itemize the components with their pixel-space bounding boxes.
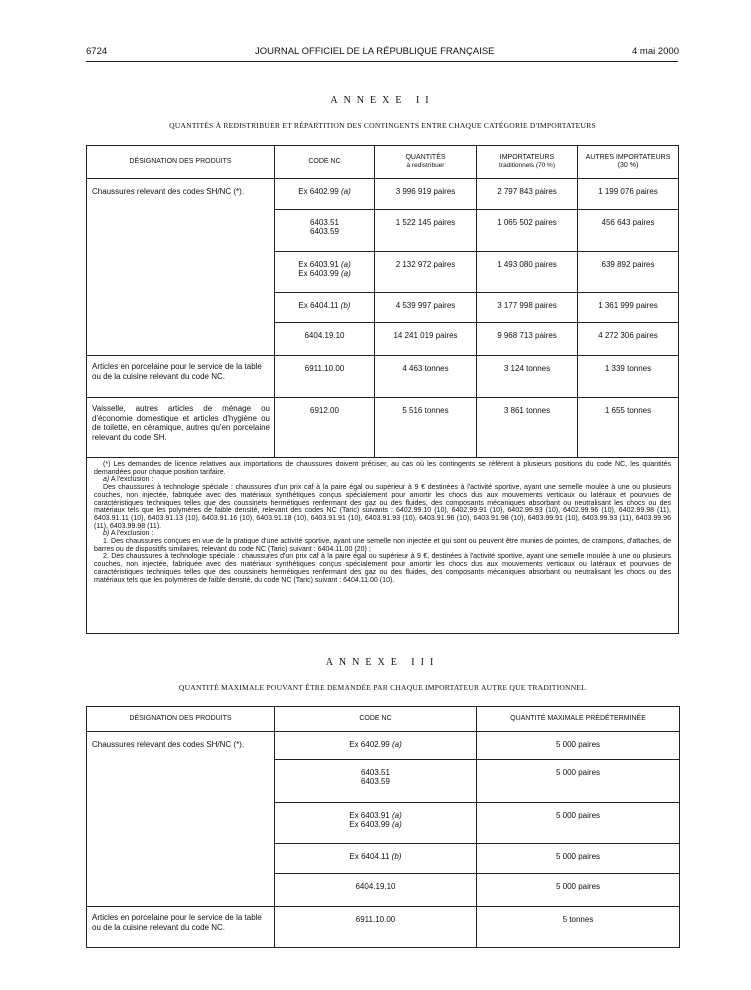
- product-designation: Articles en porcelaine pour le service de la table ou de la cuisine relevant du code NC.: [87, 907, 275, 948]
- col-header-designation: DÉSIGNATION DES PRODUITS: [87, 146, 275, 179]
- code-cell: Ex 6402.99 (a): [275, 179, 375, 210]
- note-star: (*) Les demandes de licence relatives aux importations de chaussures doivent préciser, au cas où les contingents se réfèrent à plusieurs positions du code NC, les quantités demandées pour chaque position tarifaire.: [94, 461, 671, 476]
- trad-cell: 3 124 tonnes: [477, 356, 578, 398]
- table-row: [87, 356, 679, 398]
- trad-cell: 1 065 502 paires: [477, 210, 578, 252]
- col-header-quantites: QUANTITÉS à redistribuer: [375, 146, 477, 179]
- table-row: [87, 398, 679, 458]
- qty-cell: 5 tonnes: [477, 907, 680, 948]
- qty-cell: 4 539 997 paires: [375, 293, 477, 323]
- qty-cell: 1 522 145 paires: [375, 210, 477, 252]
- code-cell: Ex 6403.91 (a) Ex 6403.99 (a): [275, 803, 477, 844]
- qty-cell: 5 000 paires: [477, 844, 680, 874]
- autres-cell: 1 655 tonnes: [578, 398, 679, 458]
- col-header-code: CODE NC: [275, 146, 375, 179]
- code-cell: Ex 6402.99 (a): [275, 732, 477, 760]
- table-row: [87, 732, 680, 760]
- product-designation: Vaisselle, autres articles de ménage ou d'économie domestique et articles d'hygiène ou de toilette, en céramique, autres qu'en porcelaine relevant du code SH.: [87, 398, 275, 458]
- qty-cell: 2 132 972 paires: [375, 252, 477, 293]
- product-designation: Chaussures relevant des codes SH/NC (*).: [87, 732, 275, 907]
- col-header-qty: QUANTITÉ MAXIMALE PRÉDÉTERMINÉE: [477, 707, 680, 732]
- table-row: [87, 179, 679, 210]
- annex-ii-label: ANNEXE II: [330, 95, 435, 106]
- qty-cell: 5 000 paires: [477, 732, 680, 760]
- col-header-autres: AUTRES IMPORTATEURS (30 %): [578, 146, 679, 179]
- annex-iii-title: QUANTITÉ MAXIMALE POUVANT ÊTRE DEMANDÉE PAR CHAQUE IMPORTATEUR AUTRE QUE TRADITIONNEL: [178, 683, 587, 692]
- qty-cell: 5 000 paires: [477, 760, 680, 803]
- qty-cell: 4 463 tonnes: [375, 356, 477, 398]
- code-cell: 6911.10.00: [275, 907, 477, 948]
- table-row: [87, 907, 680, 948]
- annex-ii-notes: [86, 456, 679, 634]
- col-header-traditionnels: IMPORTATEURS traditionnels (70 %): [477, 146, 578, 179]
- note-b-heading: b) A l'exclusion :: [103, 530, 154, 538]
- trad-cell: 2 797 843 paires: [477, 179, 578, 210]
- code-cell: 6912.00: [275, 398, 375, 458]
- trad-cell: 3 861 tonnes: [477, 398, 578, 458]
- table-header-row: [87, 146, 679, 179]
- autres-cell: 1 339 tonnes: [578, 356, 679, 398]
- page-number: 6724: [86, 46, 108, 57]
- code-cell: 6404.19.10: [275, 323, 375, 356]
- code-cell: 6403.51 6403.59: [275, 210, 375, 252]
- qty-cell: 5 000 paires: [477, 874, 680, 907]
- code-cell: 6911.10.00: [275, 356, 375, 398]
- code-cell: 6404.19.10: [275, 874, 477, 907]
- qty-cell: 5 516 tonnes: [375, 398, 477, 458]
- header-rule: [86, 61, 678, 62]
- note-a-body: Des chaussures à technologie spéciale : chaussures d'un prix caf à la paire égal ou supérieur à 9 € destinées à l'activité sportive, ayant une semelle moulée à une ou plusieurs couches, non injectée, fabriquée avec des matériaux synthétiques conçus spécialement pour amortir les chocs dus aux mouvements verticaux ou latéraux et pourvues de caractéristiques techniques telles que des coussinets hermétiques renfermant des gaz ou des fluides, des composants mécaniques absorbant ou neutralisant les chocs ou des matériaux tels que les polymères de faible densité, relevant des codes NC (Taric) suivants : 6402.99.10 (10), 6402.99.91 (10), 6402.99.93 (10), 6402.99.96 (10), 6402.99.98 (11), 6403.91.11 (10), 6403.91.13 (10), 6403.91.16 (10), 6403.91.18 (10), 6403.91.91 (10), 6403.91.93 (10), 6403.91.96 (10), 6403.91.98 (10), 6403.99.91 (10), 6403.99.93 (11), 6403.99.96 (11), 6403.99.98 (11).: [94, 484, 671, 530]
- annex-ii-table: [86, 145, 679, 458]
- autres-cell: 1 199 076 paires: [578, 179, 679, 210]
- code-cell: Ex 6404.11 (b): [275, 844, 477, 874]
- code-cell: Ex 6404.11 (b): [275, 293, 375, 323]
- autres-cell: 639 892 paires: [578, 252, 679, 293]
- table-header-row: [87, 707, 680, 732]
- note-b2: 2. Des chaussures à technologie spéciale : chaussures d'un prix caf à la paire égal ou supérieur à 9 €, destinées à l'activité sportive, ayant une semelle moulée à une ou plusieurs couches, non injectée, fabriquée avec des matériaux synthétiques conçus spécialement pour amortir les chocs dus aux mouvements verticaux ou latéraux et pourvues de caractéristiques techniques telles que des coussinets hermétiques renfermant des gaz ou des fluides, des composants mécaniques absorbant ou neutralisant les chocs ou des matériaux tels que les polymères de faible densité, du code NC (Taric) suivant : 6404.11.00 (10).: [94, 553, 671, 584]
- qty-cell: 5 000 paires: [477, 803, 680, 844]
- qty-cell: 14 241 019 paires: [375, 323, 477, 356]
- note-b1: 1. Des chaussures conçues en vue de la pratique d'une activité sportive, ayant une semelle non injectée et qui sont ou peuvent être munies de pointes, de crampons, d'attaches, de barres ou de dispositifs similaires, relevant du code NC (Taric) suivant : 6404.11.00 (20) ;: [94, 538, 671, 553]
- trad-cell: 9 968 713 paires: [477, 323, 578, 356]
- product-designation: Articles en porcelaine pour le service de la table ou de la cuisine relevant du code NC.: [87, 356, 275, 398]
- annex-iii-table: [86, 706, 680, 948]
- trad-cell: 3 177 998 paires: [477, 293, 578, 323]
- code-cell: 6403.51 6403.59: [275, 760, 477, 803]
- note-a-heading: a) A l'exclusion :: [103, 476, 154, 484]
- autres-cell: 456 643 paires: [578, 210, 679, 252]
- autres-cell: 4 272 306 paires: [578, 323, 679, 356]
- col-header-code: CODE NC: [275, 707, 477, 732]
- annex-ii-title: QUANTITÉS À REDISTRIBUER ET RÉPARTITION DES CONTINGENTS ENTRE CHAQUE CATÉGORIE D'IMPORTATEURS: [169, 121, 596, 130]
- autres-cell: 1 361 999 paires: [578, 293, 679, 323]
- page-header: [86, 46, 679, 60]
- qty-cell: 3 996 919 paires: [375, 179, 477, 210]
- publication-date: 4 mai 2000: [631, 46, 679, 57]
- journal-title: JOURNAL OFFICIEL DE LA RÉPUBLIQUE FRANÇAISE: [255, 46, 495, 57]
- trad-cell: 1 493 080 paires: [477, 252, 578, 293]
- col-header-designation: DÉSIGNATION DES PRODUITS: [87, 707, 275, 732]
- product-designation: Chaussures relevant des codes SH/NC (*).: [87, 179, 275, 356]
- code-cell: Ex 6403.91 (a) Ex 6403.99 (a): [275, 252, 375, 293]
- annex-iii-label: ANNEXE III: [325, 657, 440, 668]
